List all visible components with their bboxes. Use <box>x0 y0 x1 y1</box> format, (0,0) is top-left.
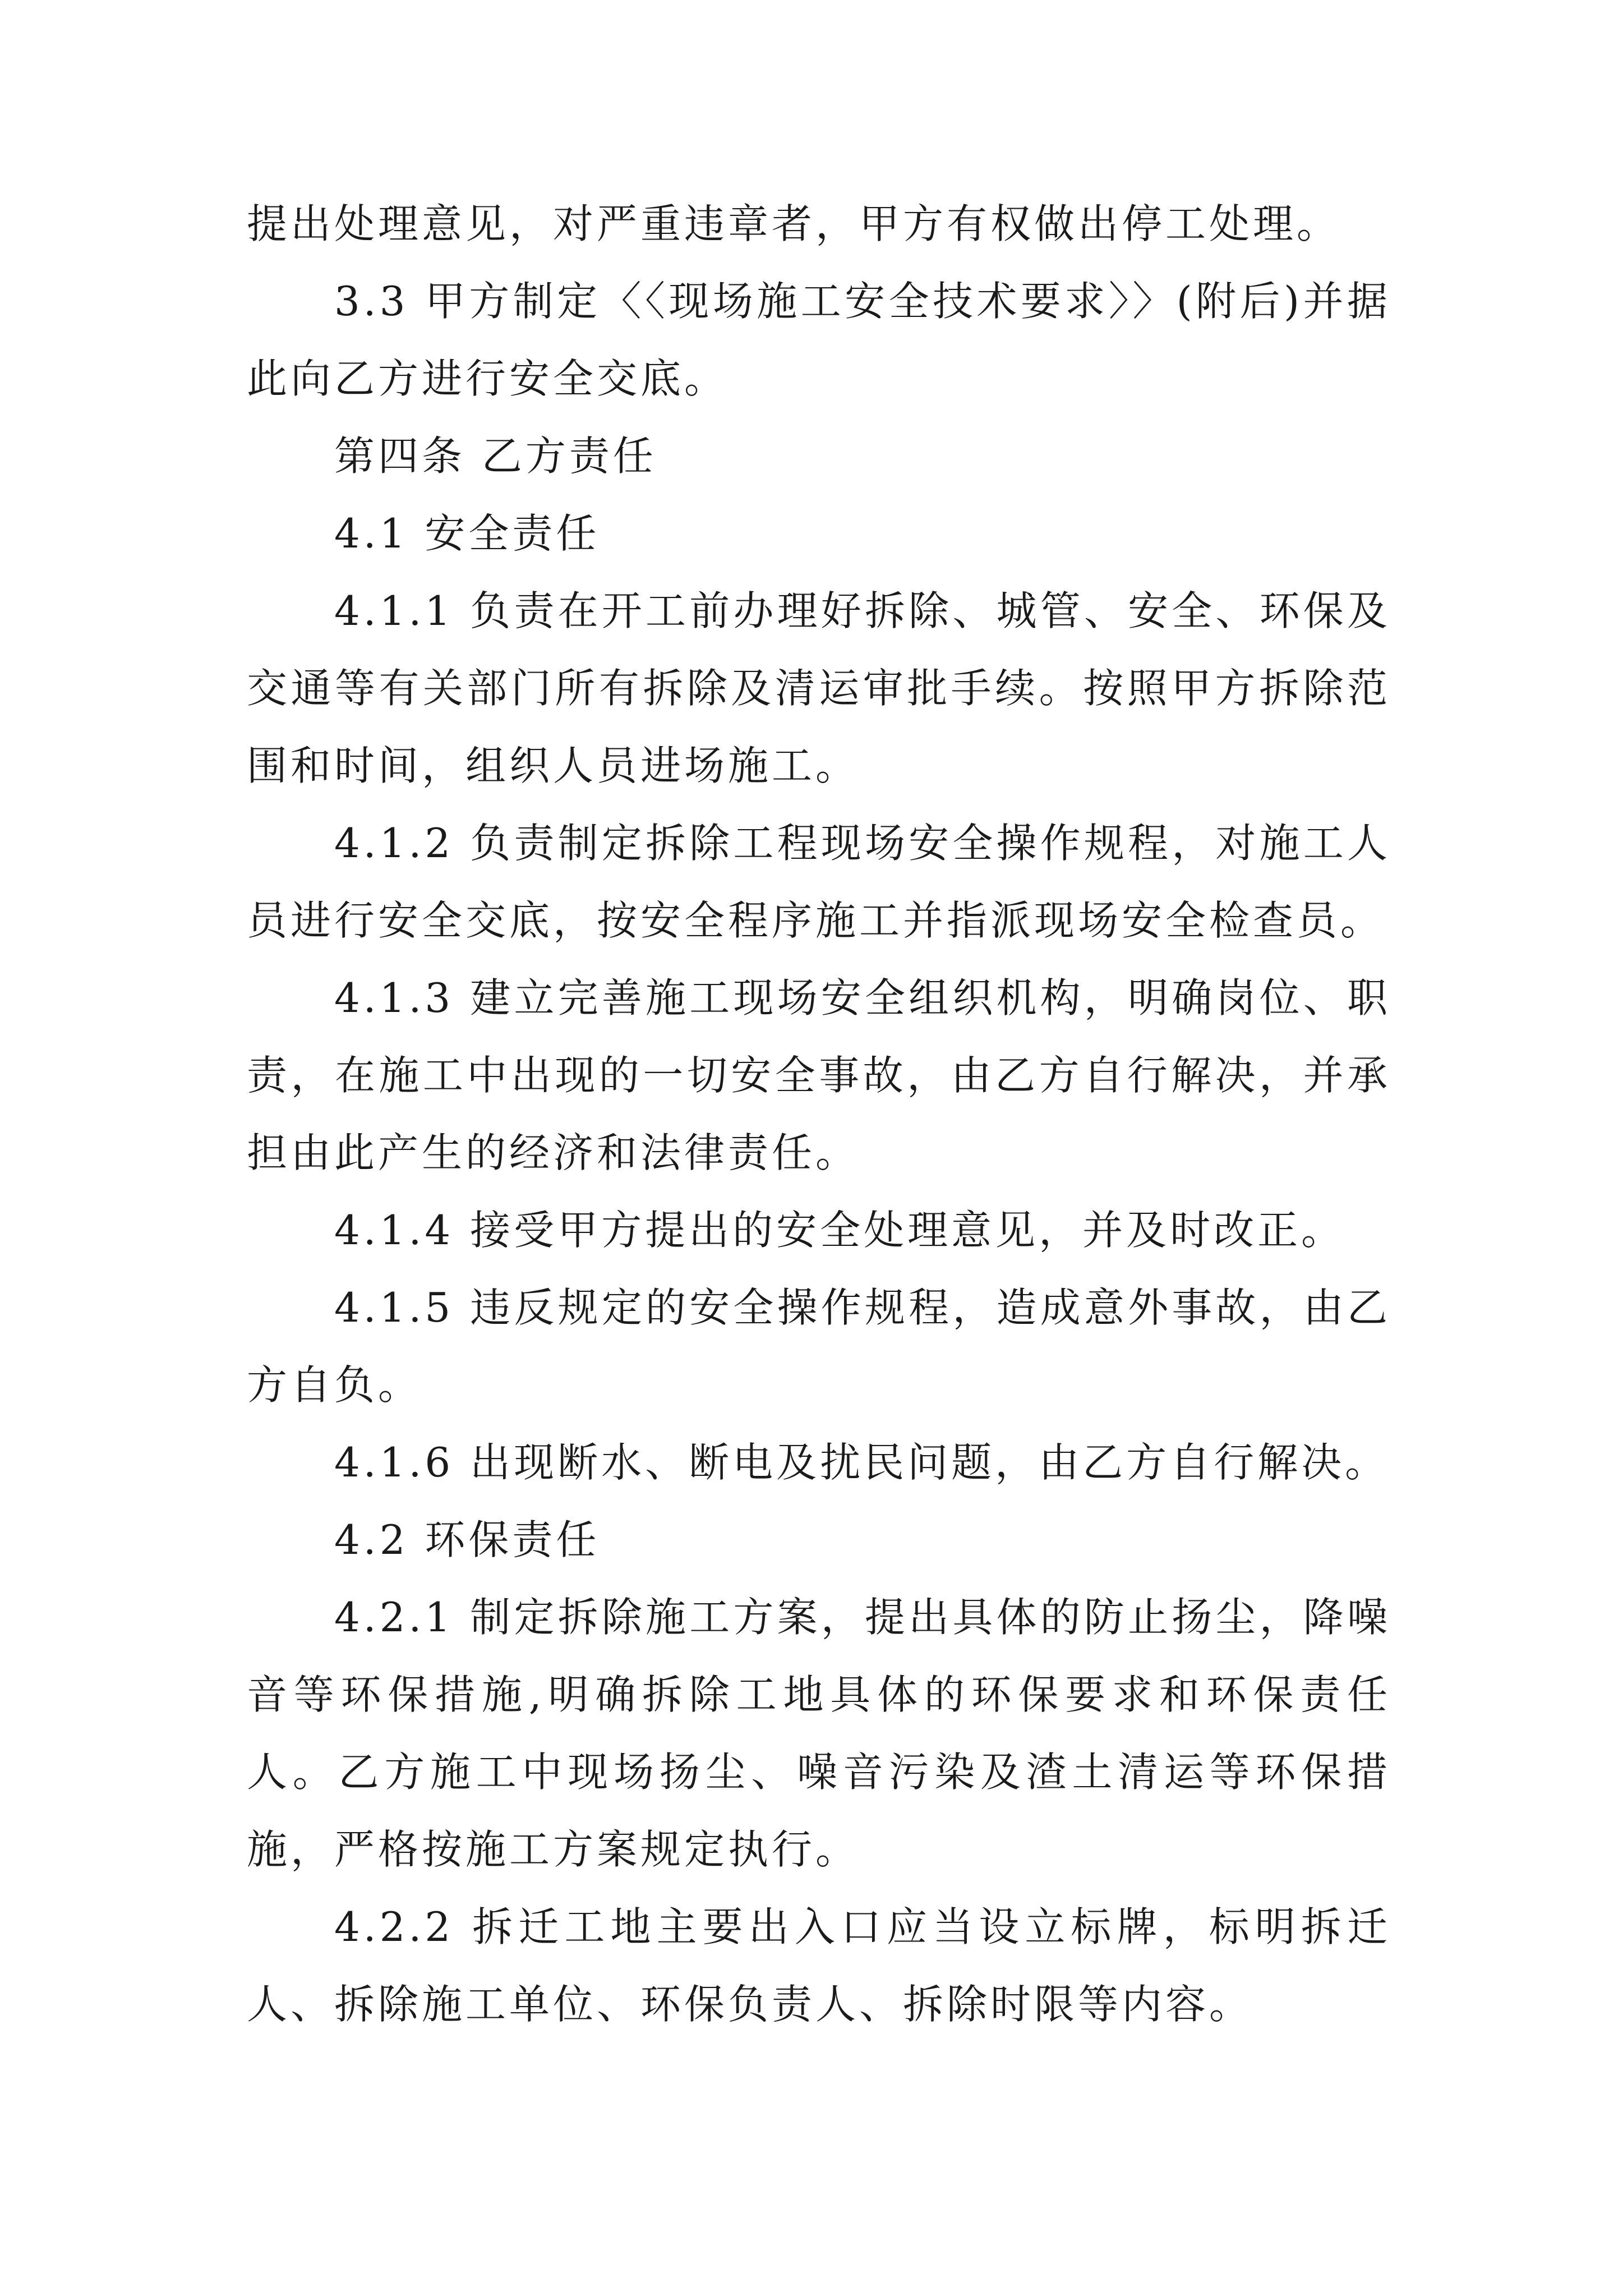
paragraph-4-2-2: 4.2.2 拆迁工地主要出入口应当设立标牌，标明拆迁人、拆除施工单位、环保负责人、拆除时限等内容。 <box>247 1903 1391 2028</box>
paragraph-4-1-2: 4.1.2 负责制定拆除工程现场安全操作规程，对施工人员进行安全交底，按安全程序施工并指派现场安全检查员。 <box>247 820 1391 944</box>
paragraph-4-1-1: 4.1.1 负责在开工前办理好拆除、城管、安全、环保及交通等有关部门所有拆除及清运审批手续。按照甲方拆除范围和时间，组织人员进场施工。 <box>247 587 1391 789</box>
section-4-2-heading: 4.2 环保责任 <box>334 1516 600 1563</box>
document-body <box>247 185 1391 2043</box>
paragraph-continuation: 提出处理意见，对严重违章者，甲方有权做出停工处理。 <box>247 200 1341 247</box>
article-4-heading: 第四条 乙方责任 <box>334 432 657 480</box>
paragraph-3-3: 3.3 甲方制定〈〈现场施工安全技术要求〉〉(附后)并据此向乙方进行安全交底。 <box>247 278 1391 402</box>
section-4-1-heading: 4.1 安全责任 <box>334 510 600 557</box>
paragraph-4-1-4: 4.1.4 接受甲方提出的安全处理意见，并及时改正。 <box>334 1207 1345 1254</box>
paragraph-4-2-1: 4.2.1 制定拆除施工方案，提出具体的防止扬尘，降噪音等环保措施,明确拆除工地具体的环保要求和环保责任人。乙方施工中现场扬尘、噪音污染及渣土清运等环保措施，严格按施工方案规定执行。 <box>247 1594 1391 1873</box>
paragraph-4-1-5: 4.1.5 违反规定的安全操作规程，造成意外事故，由乙方自负。 <box>247 1284 1391 1409</box>
paragraph-4-1-6: 4.1.6 出现断水、断电及扰民问题，由乙方自行解决。 <box>334 1439 1389 1486</box>
paragraph-4-1-3: 4.1.3 建立完善施工现场安全组织机构，明确岗位、职责，在施工中出现的一切安全事故，由乙方自行解决，并承担由此产生的经济和法律责任。 <box>247 974 1391 1176</box>
